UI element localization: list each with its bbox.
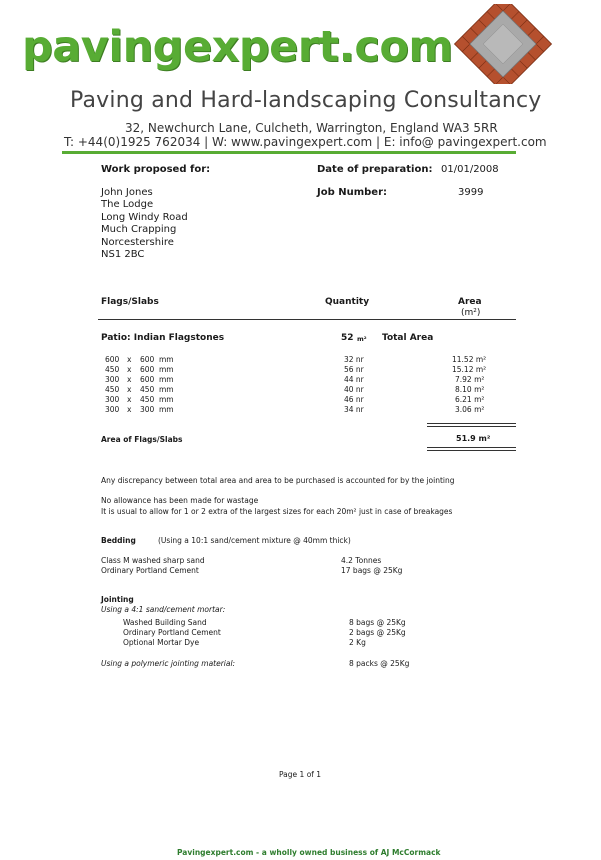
times-sign: x — [127, 385, 132, 394]
col-header-item: Flags/Slabs — [101, 297, 159, 307]
slab-area: 3.06 m² — [455, 405, 485, 414]
slab-unit: mm — [159, 395, 174, 404]
jointing-item-name: Optional Mortar Dye — [123, 638, 200, 647]
slab-unit: mm — [159, 375, 174, 384]
table-row — [0, 365, 601, 375]
bedding-item-name: Class M washed sharp sand — [101, 556, 205, 565]
slab-quantity: 32 nr — [344, 355, 364, 364]
jointing-item-name: Ordinary Portland Cement — [123, 628, 221, 637]
table-row — [0, 405, 601, 415]
slab-area: 15.12 m² — [452, 365, 487, 374]
jointing-title: Jointing — [101, 595, 134, 604]
slab-unit: mm — [159, 365, 174, 374]
times-sign: x — [127, 365, 132, 374]
company-contact: T: +44(0)1925 762034 | W: www.pavingexpert.com | E: info@ pavingexpert.com — [64, 135, 547, 149]
client-address — [101, 187, 188, 261]
slab-area: 8.10 m² — [455, 385, 485, 394]
table-row — [0, 395, 601, 405]
client-line: Norcestershire — [101, 236, 174, 248]
slab-length: 600 — [140, 355, 155, 364]
area-total-label: Area of Flags/Slabs — [101, 435, 183, 444]
total-double-rule — [427, 447, 516, 451]
jointing-item-qty: 2 Kg — [349, 638, 366, 647]
slab-length: 600 — [140, 375, 155, 384]
times-sign: x — [127, 375, 132, 384]
slab-unit: mm — [159, 385, 174, 394]
slab-unit: mm — [159, 355, 174, 364]
slab-width: 450 — [105, 365, 120, 374]
total-area-unit: m² — [357, 335, 367, 343]
date-label: Date of preparation: — [317, 164, 433, 175]
note-breakages: It is usual to allow for 1 or 2 extra of the largest sizes for each 20m² just in case of breakages — [101, 507, 453, 516]
client-line: NS1 2BC — [101, 249, 145, 261]
area-total-value: 51.9 m² — [456, 434, 491, 443]
slab-quantity: 40 nr — [344, 385, 364, 394]
col-header-quantity: Quantity — [325, 297, 370, 307]
job-number-value: 3999 — [458, 187, 484, 198]
table-header-rule — [98, 319, 516, 320]
slab-quantity: 34 nr — [344, 405, 364, 414]
slab-area: 6.21 m² — [455, 395, 485, 404]
slab-length: 300 — [140, 405, 155, 414]
slab-quantity: 56 nr — [344, 365, 364, 374]
col-header-area-unit: (m²) — [461, 308, 481, 318]
slab-width: 300 — [105, 395, 120, 404]
table-row — [0, 385, 601, 395]
client-line: Much Crapping — [101, 224, 177, 236]
times-sign: x — [127, 405, 132, 414]
page-number: Page 1 of 1 — [279, 770, 322, 779]
slab-area: 11.52 m² — [452, 355, 487, 364]
bedding-item-name: Ordinary Portland Cement — [101, 566, 199, 575]
job-number-label: Job Number: — [317, 187, 388, 198]
company-subtitle: Paving and Hard-landscaping Consultancy — [70, 88, 542, 113]
slab-quantity: 44 nr — [344, 375, 364, 384]
col-header-area: Area — [458, 297, 482, 307]
bedding-item-qty: 4.2 Tonnes — [341, 556, 382, 565]
footer-ownership: Pavingexpert.com - a wholly owned business of AJ McCormack — [177, 848, 441, 857]
note-discrepancy: Any discrepancy between total area and area to be purchased is accounted for by the jointing — [101, 476, 455, 485]
slab-length: 450 — [140, 395, 155, 404]
slab-area: 7.92 m² — [455, 375, 485, 384]
table-row — [0, 375, 601, 385]
bedding-item-qty: 17 bags @ 25Kg — [341, 566, 403, 575]
jointing-item-qty: 8 bags @ 25Kg — [349, 618, 406, 627]
slab-width: 300 — [105, 375, 120, 384]
times-sign: x — [127, 395, 132, 404]
brand-logo-text: pavingexpert.com — [22, 22, 453, 72]
work-proposed-label: Work proposed for: — [101, 164, 211, 175]
jointing-polymeric-label: Using a polymeric jointing material: — [101, 659, 236, 668]
jointing-item-name: Washed Building Sand — [123, 618, 207, 627]
note-wastage: No allowance has been made for wastage — [101, 496, 259, 505]
client-line: The Lodge — [101, 199, 154, 211]
paving-pattern-logo — [433, 4, 573, 84]
bedding-description: (Using a 10:1 sand/cement mixture @ 40mm thick) — [158, 536, 351, 545]
date-value: 01/01/2008 — [441, 164, 499, 175]
jointing-item-qty: 2 bags @ 25Kg — [349, 628, 406, 637]
slab-length: 450 — [140, 385, 155, 394]
slab-width: 600 — [105, 355, 120, 364]
bedding-title: Bedding — [101, 536, 136, 545]
total-area-value: 52 — [341, 333, 354, 343]
client-line: Long Windy Road — [101, 211, 188, 223]
jointing-mortar-label: Using a 4:1 sand/cement mortar: — [101, 605, 226, 614]
slab-quantity: 46 nr — [344, 395, 364, 404]
slab-unit: mm — [159, 405, 174, 414]
slab-length: 600 — [140, 365, 155, 374]
total-double-rule — [427, 423, 516, 427]
company-address: 32, Newchurch Lane, Culcheth, Warrington, England WA3 5RR — [125, 121, 498, 135]
table-row — [0, 355, 601, 365]
section-title: Patio: Indian Flagstones — [101, 333, 225, 343]
jointing-polymeric-qty: 8 packs @ 25Kg — [349, 659, 410, 668]
client-line: John Jones — [101, 187, 153, 198]
times-sign: x — [127, 355, 132, 364]
total-area-label: Total Area — [382, 333, 434, 343]
slab-width: 450 — [105, 385, 120, 394]
slab-width: 300 — [105, 405, 120, 414]
header-divider — [62, 151, 516, 154]
